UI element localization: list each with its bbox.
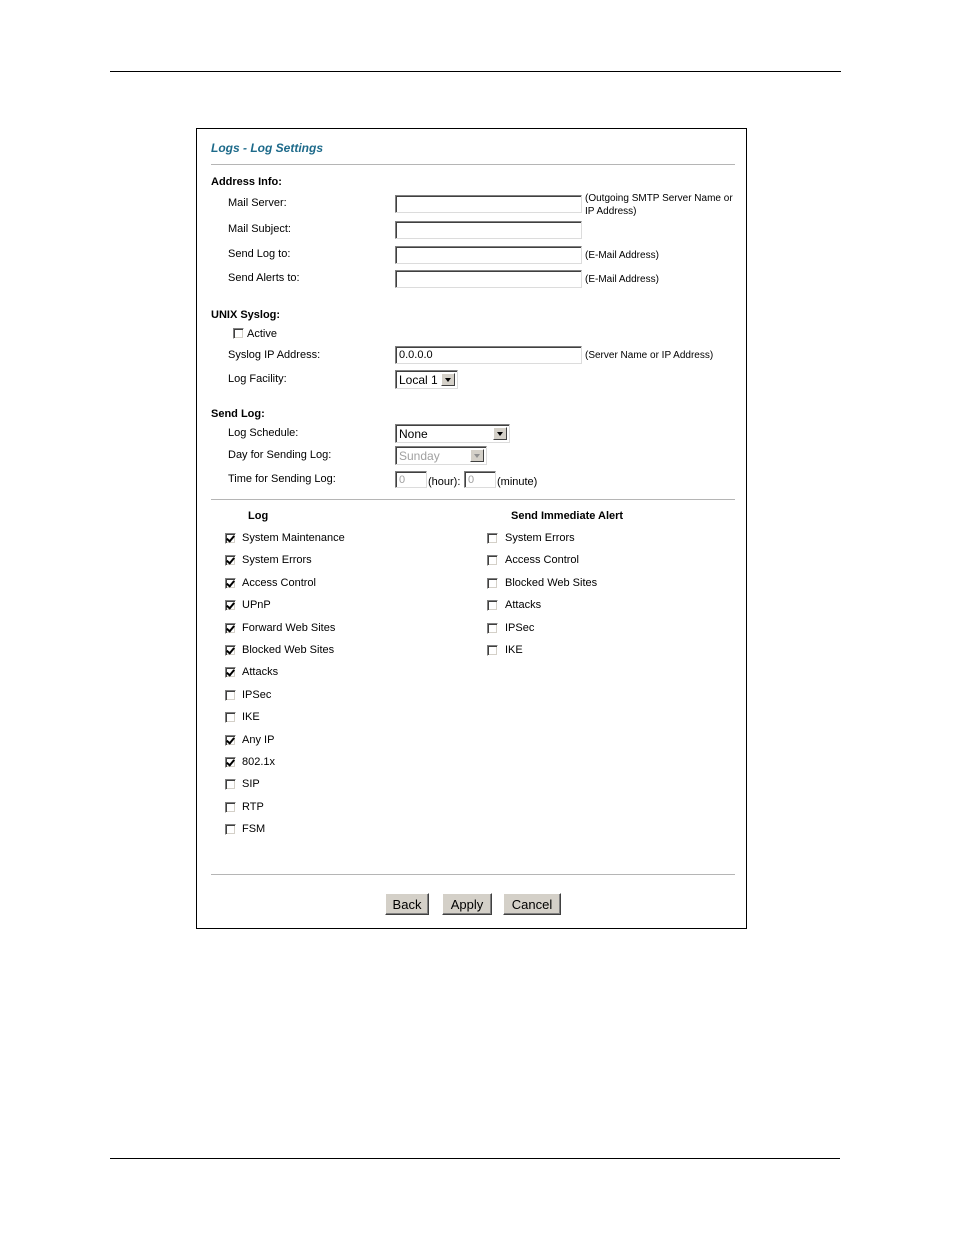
section-divider bbox=[211, 499, 735, 501]
log-item-checkbox[interactable] bbox=[225, 555, 236, 566]
alert-item-label: IPSec bbox=[505, 621, 535, 634]
send-log-heading: Send Log: bbox=[211, 408, 265, 420]
send-log-to-hint: (E-Mail Address) bbox=[585, 250, 659, 261]
log-item-label: UPnP bbox=[242, 599, 271, 612]
log-settings-panel bbox=[196, 128, 747, 929]
syslog-ip-input[interactable]: 0.0.0.0 bbox=[395, 346, 582, 364]
log-item-label: IPSec bbox=[242, 688, 272, 701]
active-checkbox[interactable] bbox=[233, 328, 244, 339]
alert-item-label: Attacks bbox=[505, 599, 542, 612]
active-label: Active bbox=[247, 328, 277, 340]
alert-item-label: Access Control bbox=[505, 554, 579, 567]
alert-item-checkbox[interactable] bbox=[487, 555, 498, 566]
chevron-down-icon[interactable] bbox=[493, 427, 507, 440]
chevron-down-icon[interactable] bbox=[470, 449, 484, 462]
log-schedule-label: Log Schedule: bbox=[228, 427, 299, 439]
alert-item-checkbox[interactable] bbox=[487, 533, 498, 544]
alert-item-checkbox[interactable] bbox=[487, 645, 498, 656]
log-item-checkbox[interactable] bbox=[225, 600, 236, 611]
hour-unit-label: (hour): bbox=[428, 476, 461, 488]
log-facility-label: Log Facility: bbox=[228, 373, 287, 385]
log-item-label: FSM bbox=[242, 823, 266, 836]
log-item-label: RTP bbox=[242, 800, 264, 813]
address-info-heading: Address Info: bbox=[211, 176, 282, 188]
title-divider bbox=[211, 164, 735, 166]
log-schedule-value: None bbox=[399, 427, 428, 441]
page-title: Logs - Log Settings bbox=[211, 141, 323, 155]
log-item-checkbox[interactable] bbox=[225, 623, 236, 634]
send-alerts-to-input[interactable] bbox=[395, 270, 582, 288]
log-item-label: IKE bbox=[242, 711, 260, 724]
log-item-checkbox[interactable] bbox=[225, 690, 236, 701]
chevron-down-icon[interactable] bbox=[441, 373, 455, 386]
alert-item-label: IKE bbox=[505, 644, 523, 656]
day-for-sending-label: Day for Sending Log: bbox=[228, 449, 332, 461]
syslog-ip-label: Syslog IP Address: bbox=[228, 349, 321, 361]
alert-item-checkbox[interactable] bbox=[487, 623, 498, 634]
log-item-checkbox[interactable] bbox=[225, 735, 236, 746]
log-item-label: Forward Web Sites bbox=[242, 621, 336, 634]
mail-server-label: Mail Server: bbox=[228, 197, 287, 209]
mail-server-hint-line1: (Outgoing SMTP Server Name or bbox=[585, 193, 733, 204]
apply-button[interactable]: Apply bbox=[442, 893, 492, 915]
send-alerts-to-label: Send Alerts to: bbox=[228, 272, 300, 284]
log-item-label: Any IP bbox=[242, 733, 275, 746]
send-alerts-to-hint: (E-Mail Address) bbox=[585, 274, 659, 285]
log-item-checkbox[interactable] bbox=[225, 757, 236, 768]
log-schedule-select[interactable] bbox=[395, 424, 510, 443]
alert-item-checkbox[interactable] bbox=[487, 600, 498, 611]
back-button[interactable]: Back bbox=[385, 893, 429, 915]
log-item-label: Attacks bbox=[242, 666, 279, 679]
log-item-checkbox[interactable] bbox=[225, 578, 236, 589]
log-item-checkbox[interactable] bbox=[225, 667, 236, 678]
day-for-sending-select[interactable] bbox=[395, 446, 487, 465]
hour-input[interactable]: 0 bbox=[395, 471, 427, 488]
minute-input[interactable]: 0 bbox=[464, 471, 496, 488]
log-item-label: System Errors bbox=[242, 554, 312, 567]
mail-server-input[interactable] bbox=[395, 195, 582, 213]
cancel-button[interactable]: Cancel bbox=[503, 893, 561, 915]
log-item-checkbox[interactable] bbox=[225, 779, 236, 790]
unix-syslog-heading: UNIX Syslog: bbox=[211, 309, 281, 321]
log-item-checkbox[interactable] bbox=[225, 824, 236, 835]
log-facility-select[interactable] bbox=[395, 370, 458, 389]
page-top-rule bbox=[110, 71, 841, 72]
log-item-checkbox[interactable] bbox=[225, 645, 236, 656]
log-item-label: System Maintenance bbox=[242, 532, 345, 544]
day-for-sending-value: Sunday bbox=[399, 449, 440, 463]
log-item-label: SIP bbox=[242, 778, 260, 791]
minute-unit-label: (minute) bbox=[497, 476, 538, 488]
alert-item-checkbox[interactable] bbox=[487, 578, 498, 589]
syslog-ip-hint: (Server Name or IP Address) bbox=[585, 350, 714, 361]
alert-item-label: Blocked Web Sites bbox=[505, 576, 598, 589]
log-item-checkbox[interactable] bbox=[225, 802, 236, 813]
log-item-checkbox[interactable] bbox=[225, 712, 236, 723]
log-item-label: 802.1x bbox=[242, 756, 276, 768]
footer-divider bbox=[211, 874, 735, 876]
log-item-label: Blocked Web Sites bbox=[242, 644, 335, 656]
page-bottom-rule bbox=[110, 1158, 840, 1159]
log-item-label: Access Control bbox=[242, 576, 316, 589]
send-log-to-input[interactable] bbox=[395, 246, 582, 264]
alert-item-label: System Errors bbox=[505, 532, 575, 544]
mail-subject-input[interactable] bbox=[395, 221, 582, 239]
log-facility-value: Local 1 bbox=[399, 373, 438, 387]
mail-server-hint-line2: IP Address) bbox=[585, 206, 637, 217]
time-for-sending-label: Time for Sending Log: bbox=[228, 473, 336, 485]
send-log-to-label: Send Log to: bbox=[228, 248, 291, 260]
alert-column-heading: Send Immediate Alert bbox=[511, 510, 624, 522]
log-column-heading: Log bbox=[248, 510, 269, 522]
mail-subject-label: Mail Subject: bbox=[228, 223, 291, 235]
log-item-checkbox[interactable] bbox=[225, 533, 236, 544]
